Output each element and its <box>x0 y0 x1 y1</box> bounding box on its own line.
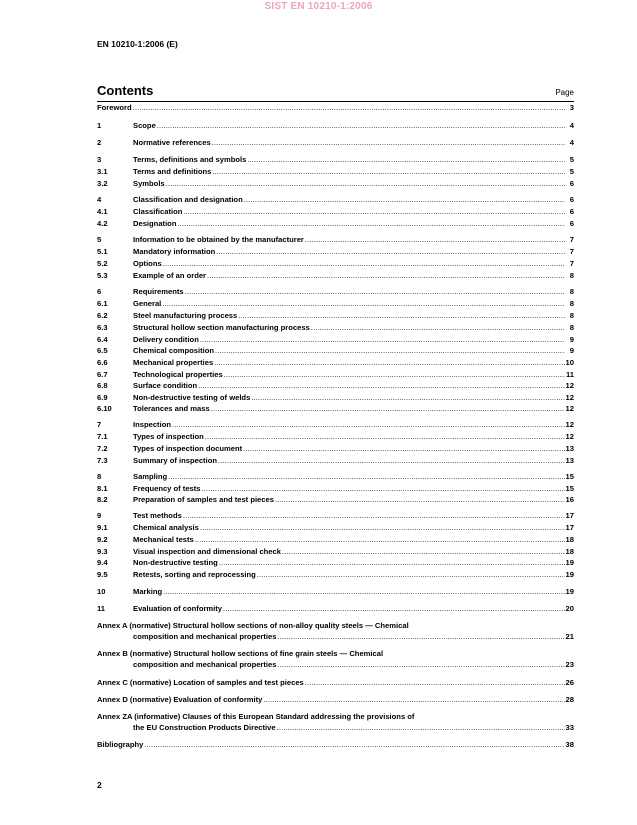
toc-entry-number: 7 <box>97 420 102 429</box>
toc-entry[interactable] <box>97 557 574 568</box>
toc-entry-title: Options <box>133 259 162 268</box>
toc-leader-dots <box>212 137 565 148</box>
toc-entry-title: Technological properties <box>133 370 223 379</box>
toc-entry-page: 6 <box>569 219 574 228</box>
toc-entry-page: 5 <box>569 155 574 164</box>
toc-entry-title: Mandatory information <box>133 247 216 256</box>
toc-entry-number: 6.6 <box>97 358 108 367</box>
toc-entry[interactable] <box>97 603 574 614</box>
toc-entry[interactable] <box>97 380 574 391</box>
toc-leader-dots <box>216 246 565 257</box>
toc-entry-page: 15 <box>565 472 574 481</box>
toc-entry[interactable] <box>97 206 574 217</box>
toc-entry[interactable] <box>97 403 574 414</box>
toc-leader-dots <box>244 194 565 205</box>
toc-leader-dots <box>263 694 564 705</box>
toc-leader-dots <box>214 357 564 368</box>
toc-entry[interactable] <box>97 246 574 257</box>
toc-entry-title: Annex D (normative) Evaluation of conformity <box>97 695 263 704</box>
toc-leader-dots <box>218 455 565 466</box>
toc-leader-dots <box>211 403 565 414</box>
toc-entry-title: Terms, definitions and symbols <box>133 155 247 164</box>
toc-entry-title: the EU Construction Products Directive <box>133 723 276 732</box>
toc-entry-title: Bibliography <box>97 740 144 749</box>
page-column-label: Page <box>555 88 574 97</box>
toc-entry-number: 1 <box>97 121 102 130</box>
toc-entry[interactable] <box>97 322 574 333</box>
toc-leader-dots <box>168 471 564 482</box>
toc-leader-dots <box>163 586 564 597</box>
toc-bibliography[interactable] <box>97 739 574 750</box>
toc-entry-title: Terms and definitions <box>133 167 212 176</box>
toc-leader-dots <box>144 739 564 750</box>
toc-entry-number: 7.1 <box>97 432 108 441</box>
toc-entry[interactable] <box>97 178 574 189</box>
toc-entry-page: 6 <box>569 195 574 204</box>
toc-entry-page: 5 <box>569 167 574 176</box>
toc-entry-title: Mechanical properties <box>133 358 214 367</box>
toc-leader-dots <box>166 178 565 189</box>
toc-leader-dots <box>202 483 565 494</box>
toc-entry-page: 18 <box>565 535 574 544</box>
toc-entry-title: Evaluation of conformity <box>133 604 223 613</box>
toc-entry-title: Inspection <box>133 420 171 429</box>
toc-entry-number: 6.9 <box>97 393 108 402</box>
toc-entry-number: 6.4 <box>97 335 108 344</box>
toc-entry-page: 12 <box>565 404 574 413</box>
toc-entry-title: Chemical composition <box>133 346 215 355</box>
toc-entry-page: 7 <box>569 247 574 256</box>
toc-entry[interactable] <box>97 586 574 597</box>
toc-entry-number: 2 <box>97 138 102 147</box>
toc-leader-dots <box>282 546 565 557</box>
toc-entry-page: 9 <box>569 335 574 344</box>
toc-entry-page: 11 <box>565 370 574 379</box>
toc-entry-page: 23 <box>565 660 574 669</box>
watermark: SIST EN 10210-1:2006 <box>264 1 373 12</box>
toc-entry-title: Normative references <box>133 138 211 147</box>
toc-entry[interactable] <box>97 455 574 466</box>
toc-leader-dots <box>277 659 564 670</box>
toc-leader-dots <box>219 557 565 568</box>
toc-entry-number: 5 <box>97 235 102 244</box>
toc-entry-number: 6.1 <box>97 299 108 308</box>
toc-entry-page: 19 <box>565 587 574 596</box>
toc-entry-number: 9 <box>97 511 102 520</box>
toc-entry-title: Mechanical tests <box>133 535 194 544</box>
toc-entry[interactable] <box>97 102 574 113</box>
toc-entry-title: Test methods <box>133 511 182 520</box>
toc-entry-page: 4 <box>569 121 574 130</box>
toc-entry[interactable] <box>97 546 574 557</box>
toc-leader-dots <box>200 522 565 533</box>
toc-entry-page: 17 <box>565 523 574 532</box>
toc-leader-dots <box>223 603 565 614</box>
toc-entry-page: 8 <box>569 287 574 296</box>
toc-entry-page: 7 <box>569 259 574 268</box>
toc-entry-page: 28 <box>565 695 574 704</box>
toc-entry[interactable] <box>97 218 574 229</box>
toc-entry[interactable] <box>97 357 574 368</box>
toc-entry-page: 4 <box>569 138 574 147</box>
toc-entry-title: Retests, sorting and reprocessing <box>133 570 256 579</box>
toc-leader-dots <box>215 345 565 356</box>
toc-leader-dots <box>243 443 564 454</box>
toc-leader-dots <box>195 534 565 545</box>
toc-entry[interactable] <box>97 569 574 580</box>
toc-leader-dots <box>183 510 565 521</box>
toc-entry-title: Sampling <box>133 472 168 481</box>
toc-entry[interactable] <box>97 483 574 494</box>
toc-entry-number: 9.3 <box>97 547 108 556</box>
toc-entry[interactable] <box>97 234 574 245</box>
toc-entry[interactable] <box>97 494 574 505</box>
toc-entry-page: 18 <box>565 547 574 556</box>
toc-leader-dots <box>157 120 565 131</box>
toc-entry-number: 7.3 <box>97 456 108 465</box>
toc-entry-title: Annex C (normative) Location of samples and test pieces <box>97 678 304 687</box>
toc-entry-number: 8.2 <box>97 495 108 504</box>
toc-entry-number: 11 <box>97 604 106 613</box>
toc-entry-page: 13 <box>565 444 574 453</box>
toc-entry-page: 15 <box>565 484 574 493</box>
toc-entry-title: Structural hollow section manufacturing process <box>133 323 310 332</box>
toc-entry-title: Delivery condition <box>133 335 199 344</box>
toc-entry-page: 8 <box>569 271 574 280</box>
toc-leader-dots <box>305 234 565 245</box>
toc-entry-page: 9 <box>569 346 574 355</box>
toc-entry-number: 9.5 <box>97 570 108 579</box>
toc-entry-title: Non-destructive testing <box>133 558 218 567</box>
toc-entry-title: Preparation of samples and test pieces <box>133 495 274 504</box>
toc-entry-title: General <box>133 299 162 308</box>
toc-leader-dots <box>177 218 565 229</box>
toc-entry-title: Non-destructive testing of welds <box>133 393 251 402</box>
toc-entry-page: 19 <box>565 558 574 567</box>
toc-entry-title: Example of an order <box>133 271 207 280</box>
toc-entry-title: Summary of inspection <box>133 456 217 465</box>
toc-entry-title: Types of inspection document <box>133 444 243 453</box>
toc-entry-title: Marking <box>133 587 163 596</box>
toc-entry-title: Types of inspection <box>133 432 204 441</box>
toc-leader-dots <box>133 102 565 113</box>
toc-entry[interactable] <box>97 345 574 356</box>
toc-entry-title: composition and mechanical properties <box>133 660 277 669</box>
toc-leader-dots <box>172 419 565 430</box>
toc-entry-page: 12 <box>565 432 574 441</box>
toc-entry-page: 6 <box>569 207 574 216</box>
toc-entry-page: 38 <box>565 740 574 749</box>
toc-entry-title: Foreword <box>97 103 132 112</box>
toc-entry-number: 6.10 <box>97 404 112 413</box>
toc-entry[interactable] <box>97 258 574 269</box>
toc-entry-number: 7.2 <box>97 444 108 453</box>
toc-leader-dots <box>311 322 565 333</box>
toc-entry-number: 3.1 <box>97 167 108 176</box>
toc-leader-dots <box>224 369 565 380</box>
toc-entry[interactable] <box>97 522 574 533</box>
toc-entry-number: 6.8 <box>97 381 108 390</box>
toc-entry-title: Steel manufacturing process <box>133 311 238 320</box>
toc-leader-dots <box>277 631 564 642</box>
toc-entry-title: Scope <box>133 121 156 130</box>
toc-entry-title: composition and mechanical properties <box>133 632 277 641</box>
toc-entry-number: 9.1 <box>97 523 108 532</box>
toc-annex-za-line1[interactable]: Annex ZA (informative) Clauses of this European Standard addressing the provisions of <box>97 712 415 721</box>
toc-entry-title: Classification <box>133 207 183 216</box>
toc-entry[interactable] <box>97 154 574 165</box>
toc-entry-page: 33 <box>565 723 574 732</box>
toc-entry-page: 17 <box>565 511 574 520</box>
toc-leader-dots <box>257 569 565 580</box>
toc-entry[interactable] <box>97 443 574 454</box>
document-header: EN 10210-1:2006 (E) <box>97 39 178 49</box>
toc-annex-b-line1[interactable]: Annex B (normative) Structural hollow sections of fine grain steels — Chemical <box>97 649 384 658</box>
toc-annex-b-line2[interactable] <box>97 659 574 670</box>
toc-entry-page: 12 <box>565 381 574 390</box>
toc-entry-page: 21 <box>565 632 574 641</box>
toc-entry-page: 12 <box>565 420 574 429</box>
toc-entry-page: 19 <box>565 570 574 579</box>
toc-entry-page: 7 <box>569 235 574 244</box>
toc-leader-dots <box>183 206 565 217</box>
toc-entry-number: 9.4 <box>97 558 108 567</box>
toc-entry-title: Chemical analysis <box>133 523 199 532</box>
toc-entry-page: 8 <box>569 299 574 308</box>
toc-entry-page: 8 <box>569 323 574 332</box>
toc-entry-title: Visual inspection and dimensional check <box>133 547 281 556</box>
toc-leader-dots <box>305 677 565 688</box>
toc-entry-title: Classification and designation <box>133 195 243 204</box>
toc-entry[interactable] <box>97 471 574 482</box>
toc-entry[interactable] <box>97 286 574 297</box>
toc-entry-page: 6 <box>569 179 574 188</box>
toc-entry-page: 26 <box>565 678 574 687</box>
toc-entry-number: 6.7 <box>97 370 108 379</box>
toc-entry-number: 3 <box>97 155 102 164</box>
toc-leader-dots <box>212 166 565 177</box>
toc-leader-dots <box>162 298 565 309</box>
toc-entry-number: 6 <box>97 287 102 296</box>
toc-entry-number: 4.2 <box>97 219 108 228</box>
toc-entry-number: 8 <box>97 472 102 481</box>
toc-leader-dots <box>185 286 565 297</box>
toc-entry[interactable] <box>97 369 574 380</box>
toc-entry-title: Designation <box>133 219 177 228</box>
toc-leader-dots <box>207 270 565 281</box>
toc-leader-dots <box>205 431 565 442</box>
toc-entry-title: Information to be obtained by the manufacturer <box>133 235 304 244</box>
contents-title: Contents <box>97 83 154 98</box>
toc-leader-dots <box>275 494 565 505</box>
toc-entry-page: 20 <box>565 604 574 613</box>
toc-entry[interactable] <box>97 534 574 545</box>
toc-entry[interactable] <box>97 166 574 177</box>
toc-entry-number: 10 <box>97 587 106 596</box>
toc-entry-page: 10 <box>565 358 574 367</box>
toc-entry-number: 6.5 <box>97 346 108 355</box>
toc-entry[interactable] <box>97 392 574 403</box>
toc-entry[interactable] <box>97 334 574 345</box>
toc-entry-title: Requirements <box>133 287 184 296</box>
toc-entry-title: Symbols <box>133 179 165 188</box>
toc-annex-a-line1[interactable]: Annex A (normative) Structural hollow sections of non-alloy quality steels — Chemical <box>97 621 409 630</box>
toc-entry-number: 5.3 <box>97 271 108 280</box>
toc-entry[interactable] <box>97 419 574 430</box>
toc-leader-dots <box>238 310 565 321</box>
toc-entry[interactable] <box>97 194 574 205</box>
toc-annex-d[interactable] <box>97 694 574 705</box>
toc-entry-number: 4.1 <box>97 207 108 216</box>
toc-entry[interactable] <box>97 510 574 521</box>
toc-entry-number: 6.3 <box>97 323 108 332</box>
toc-entry[interactable] <box>97 120 574 131</box>
toc-entry[interactable] <box>97 137 574 148</box>
toc-annex-za-line2[interactable] <box>97 722 574 733</box>
toc-entry-number: 8.1 <box>97 484 108 493</box>
toc-entry-page: 3 <box>569 103 574 112</box>
toc-entry-number: 5.1 <box>97 247 108 256</box>
toc-leader-dots <box>251 392 564 403</box>
toc-entry-number: 4 <box>97 195 102 204</box>
toc-entry-number: 3.2 <box>97 179 108 188</box>
toc-leader-dots <box>198 380 564 391</box>
page-number: 2 <box>97 780 102 790</box>
toc-leader-dots <box>200 334 565 345</box>
toc-entry-page: 8 <box>569 311 574 320</box>
toc-leader-dots <box>163 258 565 269</box>
toc-annex-a-line2[interactable] <box>97 631 574 642</box>
toc-entry-page: 16 <box>565 495 574 504</box>
toc-entry-page: 13 <box>565 456 574 465</box>
toc-entry[interactable] <box>97 298 574 309</box>
toc-entry[interactable] <box>97 270 574 281</box>
toc-annex-c[interactable] <box>97 677 574 688</box>
toc-entry-number: 9.2 <box>97 535 108 544</box>
toc-entry-number: 5.2 <box>97 259 108 268</box>
toc-entry[interactable] <box>97 310 574 321</box>
toc-entry-title: Surface condition <box>133 381 198 390</box>
toc-entry-number: 6.2 <box>97 311 108 320</box>
toc-leader-dots <box>247 154 565 165</box>
toc-entry-title: Frequency of tests <box>133 484 201 493</box>
toc-entry-page: 12 <box>565 393 574 402</box>
toc-entry[interactable] <box>97 431 574 442</box>
toc-entry-title: Tolerances and mass <box>133 404 210 413</box>
toc-leader-dots <box>277 722 565 733</box>
